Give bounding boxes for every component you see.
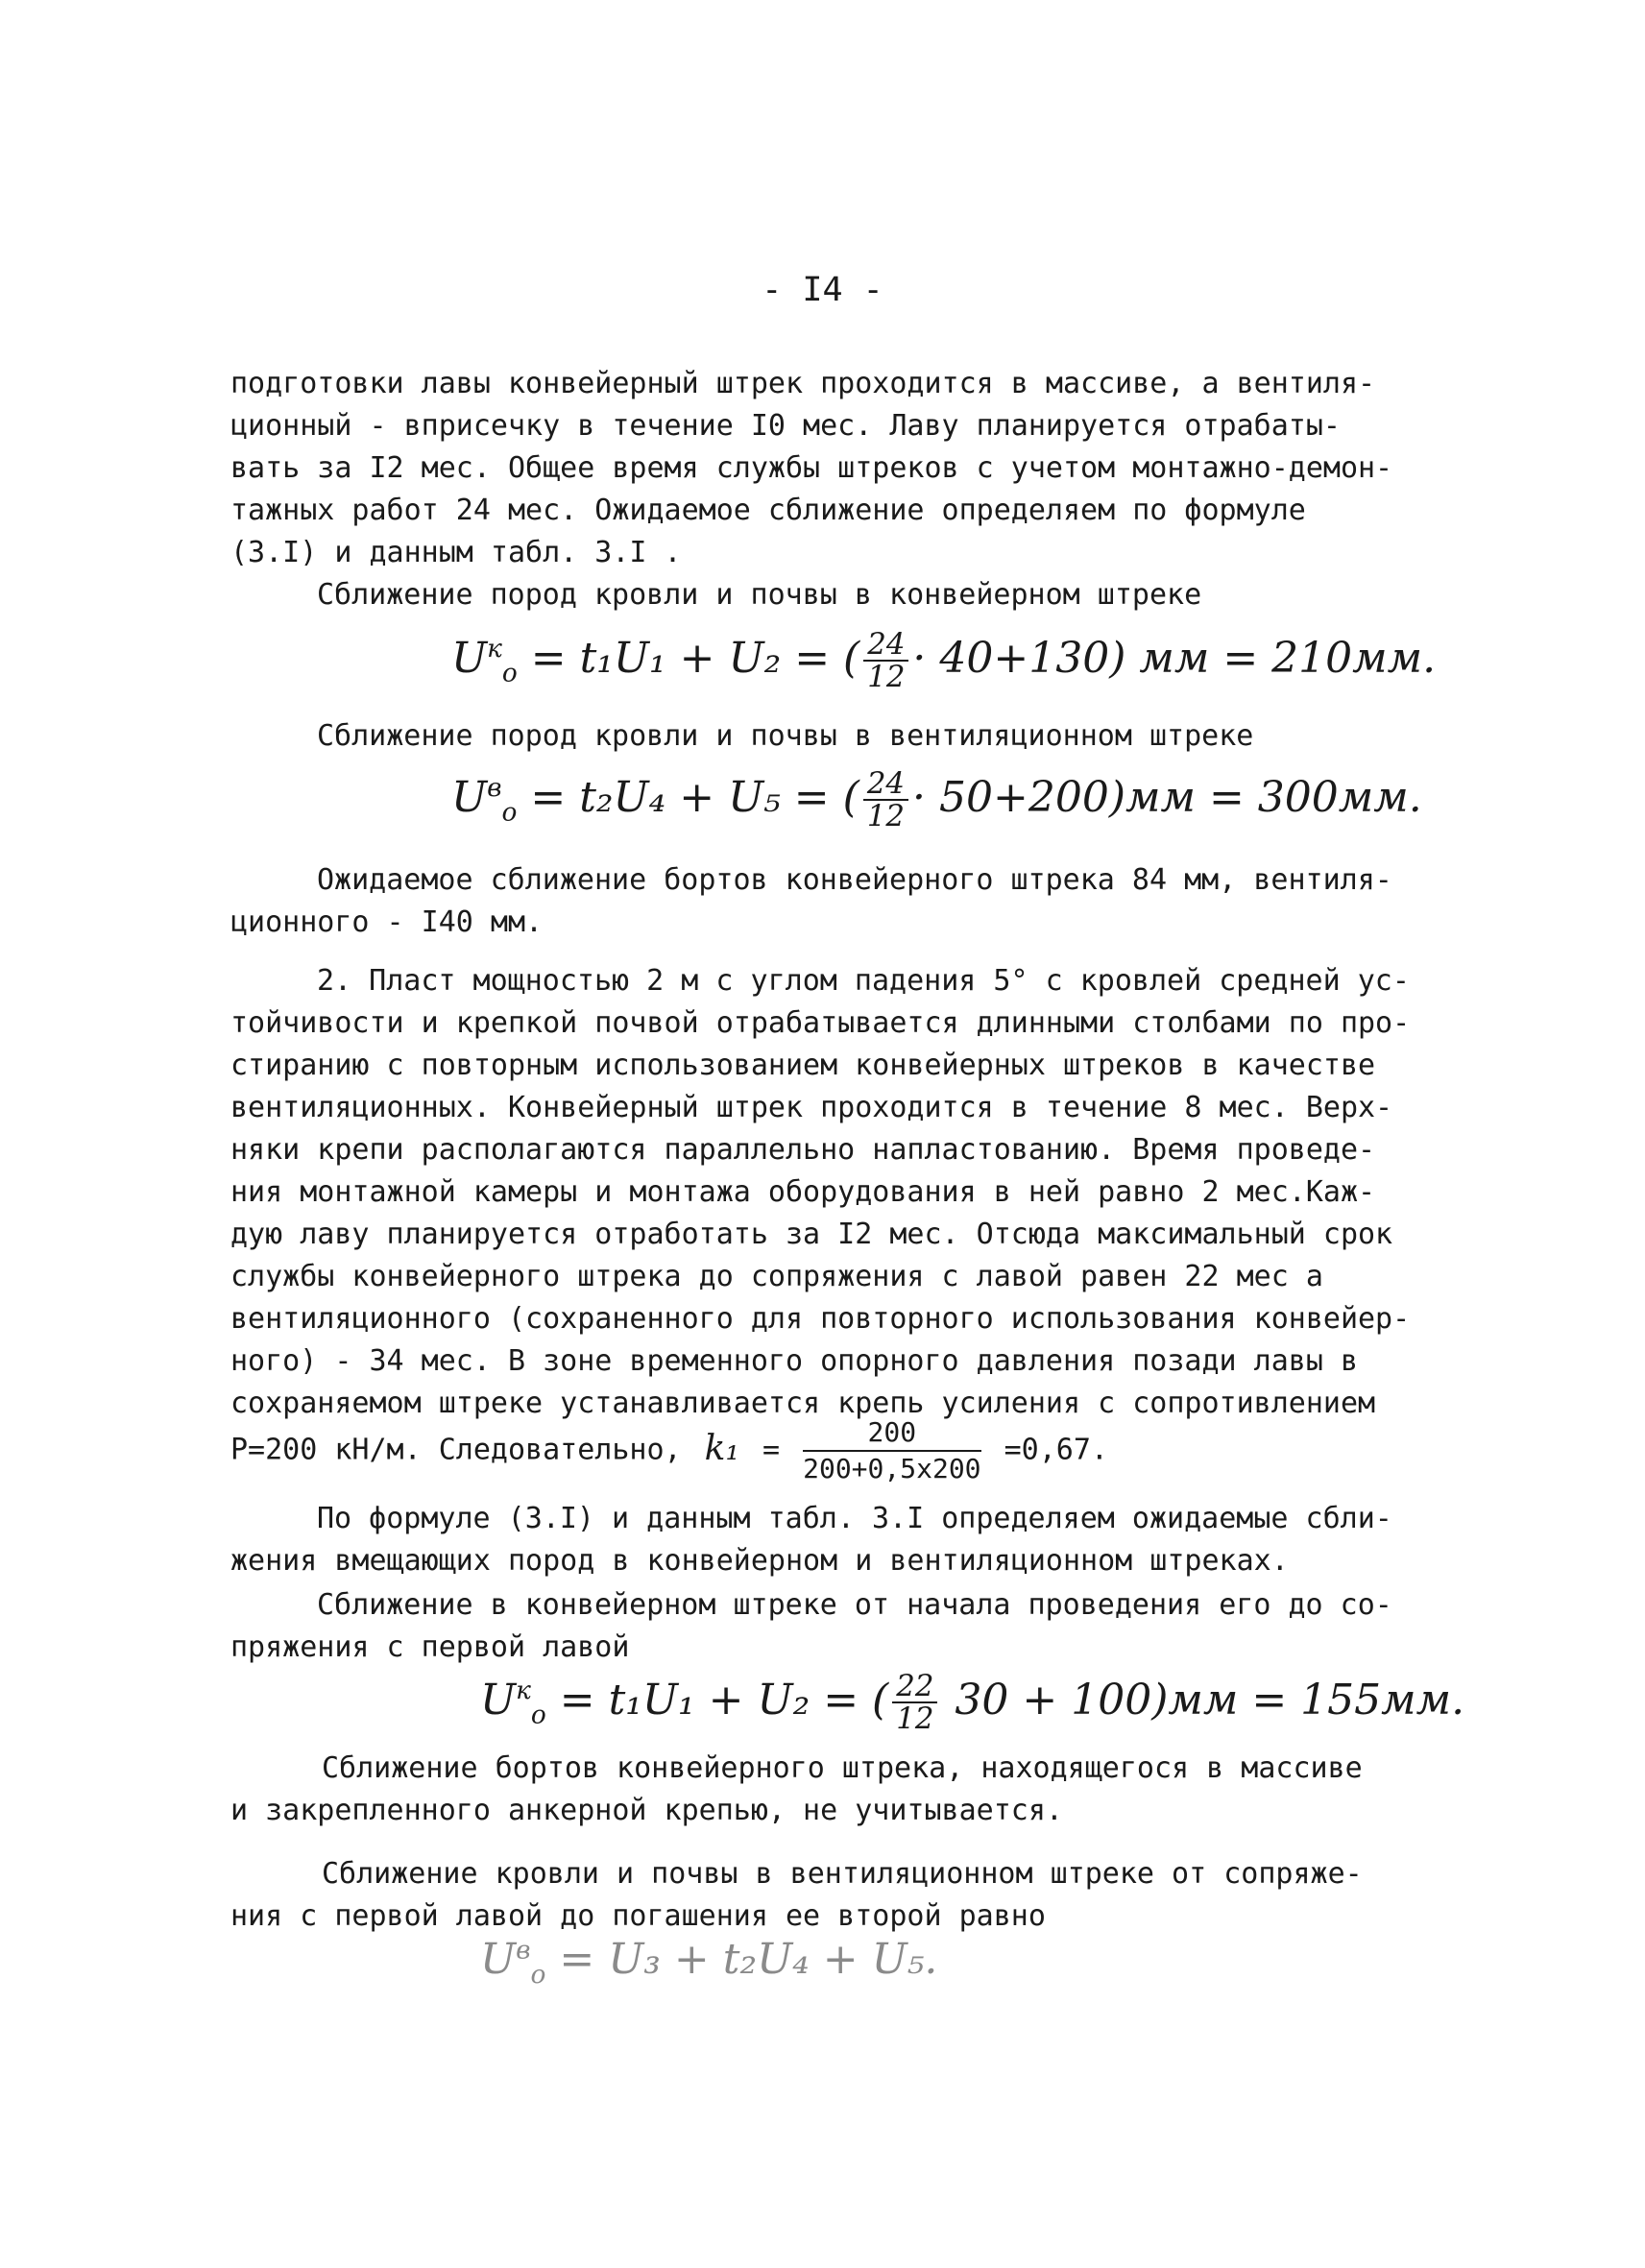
text-line: ционный - вприсечку в течение I0 мес. Лаву планируется отрабаты- [230, 409, 1341, 443]
text-line: сохраняемом штреке устанавливается крепь усиления с сопротивлением [230, 1387, 1376, 1420]
paragraph-conveyor-from-start [230, 1584, 1421, 1669]
paragraph-example-2 [230, 960, 1421, 1425]
text-line: дую лаву планируется отработать за I2 мес. Отсюда максимальный срок [230, 1218, 1393, 1251]
text-line: P=200 кН/м. Следовательно, k₁ = $\frac{200}{200+0,5x200}$ =0,67. [230, 1416, 1108, 1484]
equation-conveyor-convergence: $U^к_o = t_1U_1 + U_2$ = ( $\frac{24}{12}$ · 40+130) мм = 210мм. [451, 627, 1437, 695]
fraction: $\frac{24}{12}$ [863, 629, 908, 693]
text-line: По формуле (3.I) и данным табл. 3.I определяем ожидаемые сбли- [317, 1502, 1392, 1535]
text-line: службы конвейерного штрека до сопряжения с лавой равен 22 мес а [230, 1260, 1323, 1293]
page-number: - I4 - [762, 271, 883, 309]
paragraph-ventilation-roof [230, 1853, 1421, 1938]
paragraph-expected-sides [230, 859, 1421, 944]
fraction: $\frac{24}{12}$ [863, 768, 908, 832]
equation-conveyor-to-first-face: $U^к_o = t_1U_1 + U_2$ = ( $\frac{22}{12}$ 30 + 100)мм = 155мм. [480, 1669, 1465, 1737]
text-line: подготовки лавы конвейерный штрек проходится в массиве, а вентиля- [230, 367, 1376, 400]
text-line: и закрепленного анкерной крепью, не учитывается. [230, 1794, 1063, 1827]
text-line: вать за I2 мес. Общее время службы штреков с учетом монтажно-демон- [230, 451, 1393, 485]
paragraph-ventilation-heading [317, 715, 1508, 758]
text-line: вентиляционных. Конвейерный штрек проходится в течение 8 мес. Верх- [230, 1091, 1393, 1124]
text-line: Ожидаемое сближение бортов конвейерного штрека 84 мм, вентиля- [317, 863, 1392, 897]
text-line: ния монтажной камеры и монтажа оборудования в ней равно 2 мес.Каж- [230, 1175, 1376, 1209]
text-line: пряжения с первой лавой [230, 1630, 630, 1664]
fraction: $\frac{22}{12}$ [892, 1671, 937, 1735]
fraction: $\frac{200}{200+0,5x200}$ [803, 1416, 981, 1484]
equation-ventilation-total: $U^в_o = U_3 + t_2U_4 + U_5$. [480, 1935, 938, 1990]
text-line: ционного - I40 мм. [230, 905, 544, 939]
text-line: 2. Пласт мощностью 2 м с углом падения 5° с кровлей средней ус- [317, 964, 1410, 998]
text-line: тажных работ 24 мес. Ожидаемое сближение определяем по формуле [230, 494, 1306, 527]
text-line: ния с первой лавой до погашения ее второй равно [230, 1899, 1046, 1933]
text-line: Сближение бортов конвейерного штрека, находящегося в массиве [322, 1751, 1363, 1785]
text-line: Сближение пород кровли и почвы в конвейерном штреке [317, 578, 1202, 612]
text-line: Сближение кровли и почвы в вентиляционном штреке от сопряже- [322, 1857, 1363, 1891]
text-line: стиранию с повторным использованием конвейерных штреков в качестве [230, 1049, 1376, 1082]
paragraph-intro [230, 363, 1421, 574]
equation-ventilation-convergence: $U^в_o = t_2U_4 + U_5$ = ( $\frac{24}{12}$ · 50+200)мм = 300мм. [451, 766, 1422, 834]
paragraph-conveyor-heading [317, 574, 1508, 616]
text-line: ного) - 34 мес. В зоне временного опорного давления позади лавы в [230, 1344, 1358, 1378]
text-line: няки крепи располагаются параллельно напластованию. Время проведе- [230, 1133, 1376, 1167]
text-line: Сближение пород кровли и почвы в вентиляционном штреке [317, 719, 1254, 753]
text-line: тойчивости и крепкой почвой отрабатывается длинными столбами по про- [230, 1006, 1411, 1040]
text-line: (3.I) и данным табл. 3.I . [230, 536, 682, 569]
coefficient-symbol: k₁ [704, 1428, 739, 1468]
text-line: вентиляционного (сохраненного для повторного использования конвейер- [230, 1302, 1411, 1336]
paragraph-sides-not-counted [230, 1748, 1421, 1832]
text-line: Сближение в конвейерном штреке от начала проведения его до со- [317, 1588, 1392, 1622]
text-line: жения вмещающих пород в конвейерном и вентиляционном штреках. [230, 1544, 1289, 1578]
paragraph-k-formula [230, 1415, 1421, 1486]
paragraph-formula-ref [230, 1498, 1421, 1582]
